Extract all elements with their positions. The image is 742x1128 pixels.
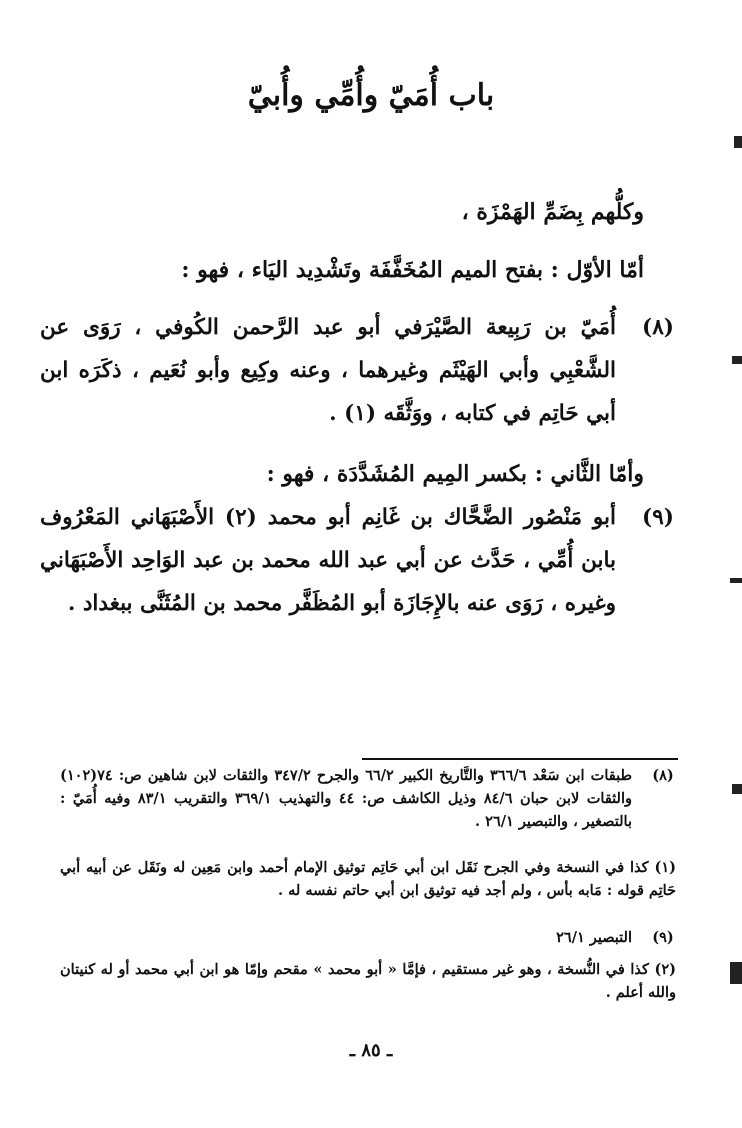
footnote-1-text: (١) كذا في النسخة وفي الجرح نَقَل ابن أبي حَاتِم توثيق الإمام أحمد وابن مَعِين له ونَقَل عن أبيه أبي حَاتِم قوله : مَابه بأس ، ولم أجد فيه توثيق ابن أبي حاتم نفسه له .	[60, 859, 676, 899]
entry-8	[40, 306, 678, 435]
entry-9-number: (٩)	[642, 505, 674, 530]
scan-mark	[734, 136, 742, 148]
scan-mark	[732, 784, 742, 794]
footnote-8-number: (٨)	[652, 767, 674, 784]
scan-mark	[730, 962, 742, 984]
footnote-8	[60, 764, 676, 833]
chapter-title: باب أُمَيّ وأُمِّي وأُبيّ	[247, 78, 495, 113]
intro-line: وكلُّهم بِضَمِّ الهَمْزَة ،	[461, 199, 644, 225]
entry-9	[40, 496, 678, 625]
first-form-line: أمّا الأوّل : بفتح الميم المُخَفَّفَة وتَشْدِيد اليَاء ، فهو :	[181, 257, 644, 283]
scan-mark	[732, 356, 742, 364]
footnote-9-text: التبصير ٢٦/١	[556, 929, 632, 946]
footnote-9-number: (٩)	[652, 929, 674, 946]
entry-9-text: أبو مَنْصُور الضَّحَّاك بن غَانِم أبو محمد (٢) الأَصْبَهَاني المَعْرُوف بابن أُمِّي ، حَدَّث عن أبي عبد الله محمد بن عبد الوَاحِد الأَصْبَهَاني وغيره ، رَوَى عنه بالإِجَازَة أبو المُظَفَّر محمد بن المُثَنَّى ببغداد .	[40, 505, 616, 616]
second-form-line: وأمّا الثَّاني : بكسر المِيم المُشَدَّدَة ، فهو :	[266, 461, 644, 487]
footnote-1	[60, 856, 676, 902]
entry-8-number: (٨)	[642, 315, 674, 340]
footnote-divider	[362, 758, 678, 760]
scan-mark	[730, 578, 742, 583]
page-number: ـ ٨٥ ـ	[349, 1040, 393, 1061]
footnote-9	[60, 926, 676, 949]
footnote-2	[60, 958, 676, 1004]
footnote-8-text: طبقات ابن سَعْد ٣٦٦/٦ والتَّاريخ الكبير ٦٦/٢ والجرح ٣٤٧/٢ والثقات لابن شاهين ص: ٧٤(١٠٢) والثقات لابن حبان ٨٤/٦ وذيل الكاشف ص: ٤٤ والتهذيب ٣٦٩/١ والتقريب ٨٣/١ وفيه أُمَيّ : بالتصغير ، والتبصير ٢٦/١ .	[60, 767, 633, 830]
footnote-2-text: (٢) كذا في النُّسخة ، وهو غير مستقيم ، فإمَّا « أبو محمد » مقحم وإمّا هو ابن أبي محمد أو له كنيتان والله أعلم .	[60, 961, 676, 1001]
entry-8-text: أُمَيّ بن رَبِيعة الصَّيْرَفي أبو عبد الرَّحمن الكُوفي ، رَوَى عن الشَّعْبِي وأبي الهَيْثَم وغيرهما ، وعنه وكِيع وأبو نُعَيم ، ذكَرَه ابن أبي حَاتِم في كتابه ، ووَثَّقَه (١) .	[40, 315, 616, 426]
